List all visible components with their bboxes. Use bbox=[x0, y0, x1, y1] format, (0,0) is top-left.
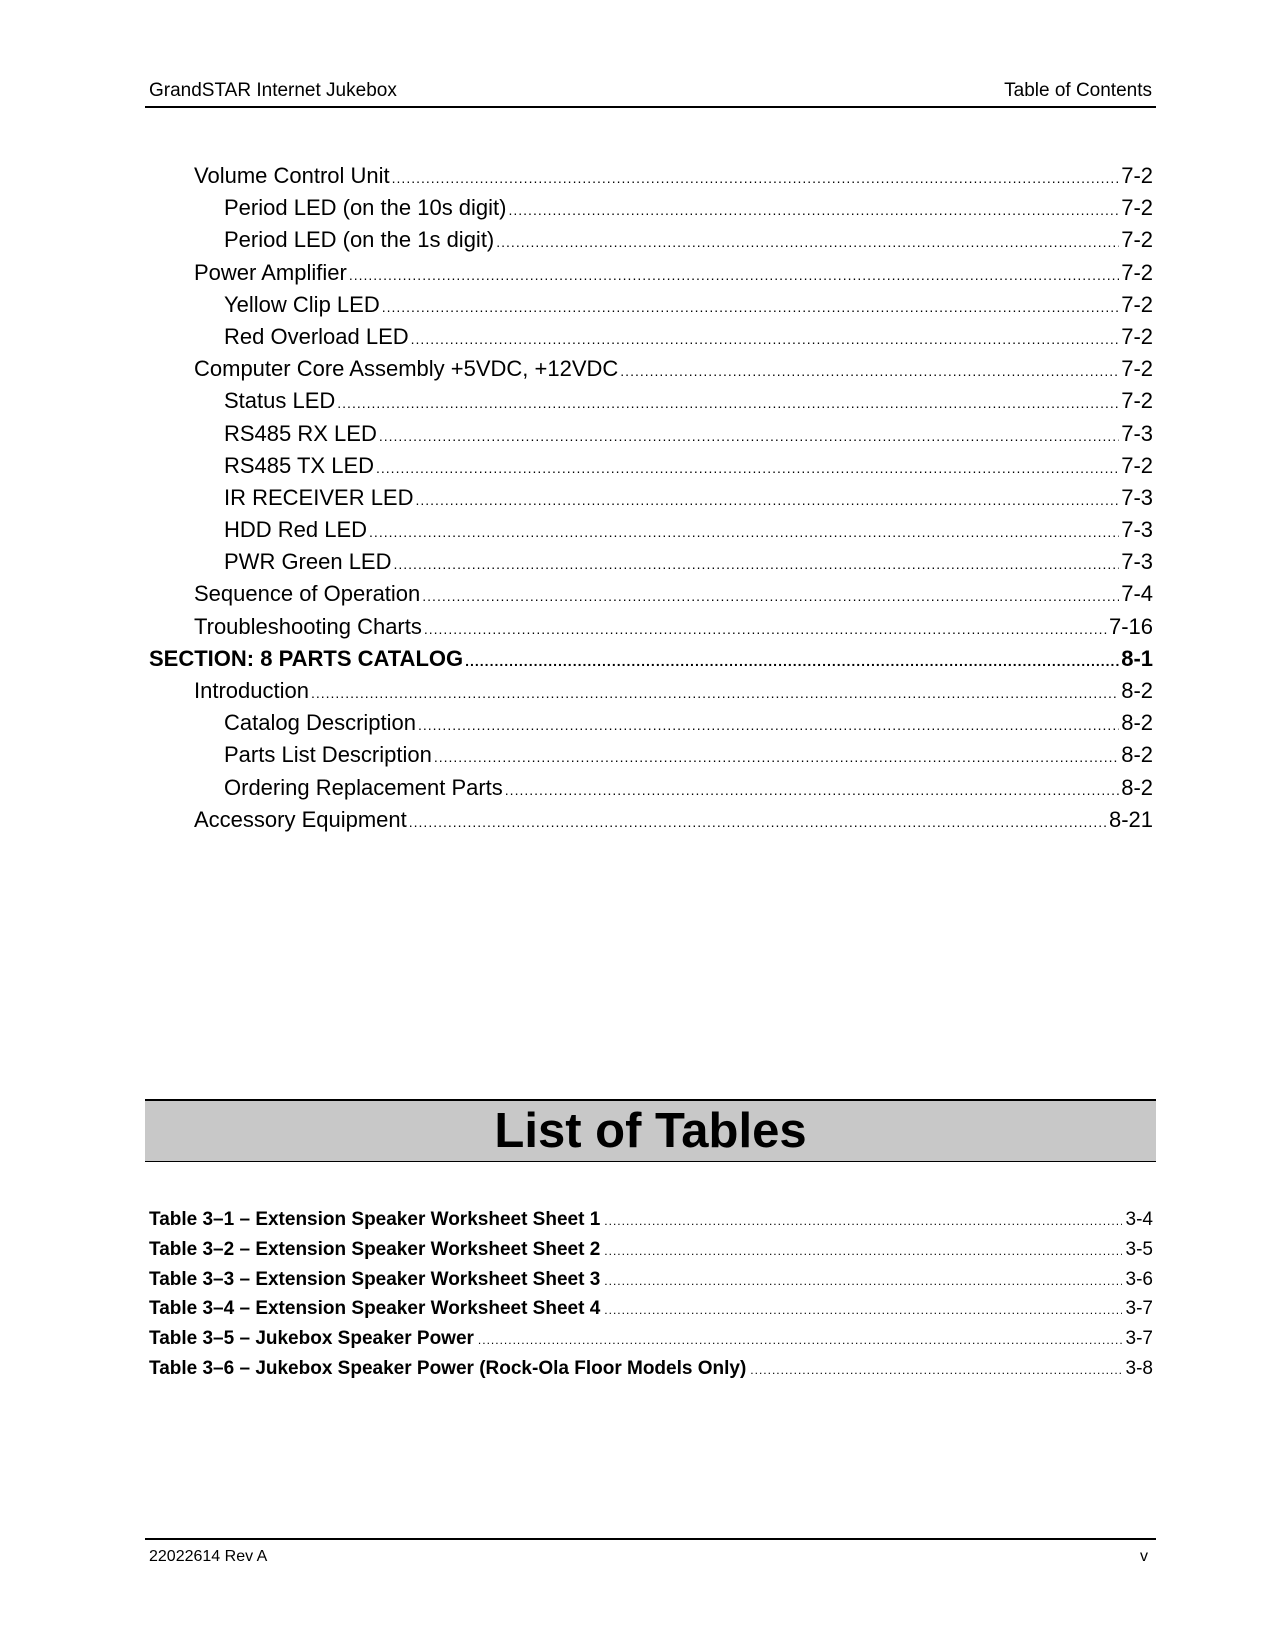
table-list-entry[interactable] bbox=[149, 1294, 1153, 1324]
toc-entry-title: RS485 TX LED bbox=[224, 452, 375, 478]
toc-entry-title: Power Amplifier bbox=[194, 259, 347, 285]
toc-entry-title: Computer Core Assembly +5VDC, +12VDC bbox=[194, 356, 619, 382]
dot-leader bbox=[394, 548, 1120, 580]
page-footer bbox=[145, 1538, 1156, 1570]
toc-entry[interactable] bbox=[149, 546, 1153, 578]
toc-entry-page: 7-3 bbox=[1121, 484, 1153, 510]
toc-entry[interactable] bbox=[149, 482, 1153, 514]
toc-entry-page: 7-3 bbox=[1121, 549, 1153, 575]
table-list-entry-page: 3-6 bbox=[1125, 1268, 1153, 1290]
dot-leader bbox=[434, 741, 1119, 773]
dot-leader bbox=[509, 194, 1120, 226]
dot-leader bbox=[424, 613, 1107, 645]
toc-entry-page: 8-21 bbox=[1108, 806, 1153, 832]
table-list-entry-title: Table 3–1 – Extension Speaker Worksheet Sheet 1 bbox=[149, 1209, 601, 1230]
toc-entry-page: 7-3 bbox=[1121, 517, 1153, 543]
toc-entry[interactable] bbox=[149, 385, 1153, 417]
table-list-entry-title: Table 3–4 – Extension Speaker Worksheet Sheet 4 bbox=[149, 1298, 601, 1320]
table-list-entry[interactable] bbox=[149, 1354, 1153, 1384]
dot-leader bbox=[604, 1267, 1121, 1296]
dot-leader bbox=[465, 645, 1119, 677]
toc-entry-page: 7-2 bbox=[1121, 356, 1153, 382]
dot-leader bbox=[604, 1296, 1121, 1325]
toc-entry-page: 8-2 bbox=[1121, 742, 1153, 768]
toc-entry[interactable] bbox=[149, 514, 1153, 546]
toc-entry-title: Status LED bbox=[224, 388, 336, 414]
toc-entry-title: PWR Green LED bbox=[224, 549, 392, 575]
dot-leader bbox=[379, 420, 1119, 452]
toc-entry-page: 7-2 bbox=[1121, 291, 1153, 317]
toc-entry[interactable] bbox=[149, 224, 1153, 256]
toc-entry[interactable] bbox=[149, 418, 1153, 450]
dot-leader bbox=[496, 226, 1119, 258]
toc-entry-title: Period LED (on the 10s digit) bbox=[224, 195, 507, 221]
toc-entry-title: HDD Red LED bbox=[224, 517, 368, 543]
toc-entry-page: 7-3 bbox=[1121, 420, 1153, 446]
toc-entry-page: 7-2 bbox=[1121, 323, 1153, 349]
toc-entry[interactable] bbox=[149, 707, 1153, 739]
toc-entry-title: Introduction bbox=[194, 678, 309, 703]
table-list-entry-page: 3-7 bbox=[1125, 1328, 1153, 1350]
dot-leader bbox=[349, 259, 1119, 291]
toc-entry-title: Period LED (on the 1s digit) bbox=[224, 227, 495, 253]
table-list-entry-page: 3-4 bbox=[1125, 1209, 1153, 1230]
table-list-entry-title: Table 3–5 – Jukebox Speaker Power bbox=[149, 1328, 474, 1350]
dot-leader bbox=[411, 323, 1120, 355]
dot-leader bbox=[337, 387, 1119, 419]
toc-entry-title: Sequence of Operation bbox=[194, 581, 421, 607]
table-list-entry-page: 3-8 bbox=[1125, 1357, 1153, 1379]
list-of-tables-heading: List of Tables bbox=[494, 1104, 807, 1158]
table-list-entry[interactable] bbox=[149, 1235, 1153, 1265]
table-list-entry-page: 3-7 bbox=[1125, 1298, 1153, 1320]
page-header bbox=[145, 80, 1156, 108]
table-list-entry[interactable] bbox=[149, 1265, 1153, 1295]
toc-entry[interactable] bbox=[149, 257, 1153, 289]
dot-leader bbox=[382, 291, 1119, 323]
toc-entry-title: Accessory Equipment bbox=[194, 806, 407, 832]
toc-entry[interactable] bbox=[149, 450, 1153, 482]
toc-entry[interactable] bbox=[149, 289, 1153, 321]
header-doc-title: GrandSTAR Internet Jukebox bbox=[149, 80, 397, 101]
toc-entry-title: SECTION: 8 PARTS CATALOG bbox=[149, 645, 464, 671]
toc-entry[interactable] bbox=[149, 772, 1153, 804]
table-list-entry[interactable] bbox=[149, 1205, 1153, 1235]
toc-entry[interactable] bbox=[149, 804, 1153, 836]
toc-entry-page: 7-2 bbox=[1121, 259, 1153, 285]
toc-entry-page: 7-2 bbox=[1121, 195, 1153, 221]
toc-entry-page: 7-2 bbox=[1121, 452, 1153, 478]
toc-entry-title: Red Overload LED bbox=[224, 323, 409, 349]
header-section-title: Table of Contents bbox=[1004, 80, 1152, 101]
dot-leader bbox=[750, 1356, 1121, 1385]
toc-entry-title: Parts List Description bbox=[224, 742, 432, 768]
toc-entry-title: RS485 RX LED bbox=[224, 420, 377, 446]
toc-entry[interactable] bbox=[149, 192, 1153, 224]
table-list-entry[interactable] bbox=[149, 1324, 1153, 1354]
dot-leader bbox=[620, 355, 1119, 387]
footer-doc-number: 22022614 Rev A bbox=[149, 1548, 268, 1565]
dot-leader bbox=[416, 484, 1120, 516]
list-of-tables bbox=[149, 1205, 1153, 1384]
dot-leader bbox=[311, 677, 1119, 709]
toc-entry-page: 7-2 bbox=[1121, 388, 1153, 414]
toc-entry[interactable] bbox=[149, 353, 1153, 385]
toc-entry-page: 7-2 bbox=[1121, 163, 1153, 188]
toc-entry[interactable] bbox=[149, 643, 1153, 675]
table-of-contents bbox=[149, 160, 1153, 836]
table-list-entry-page: 3-5 bbox=[1125, 1238, 1153, 1260]
dot-leader bbox=[604, 1207, 1121, 1236]
dot-leader bbox=[369, 516, 1119, 548]
toc-entry-page: 7-4 bbox=[1121, 581, 1153, 607]
toc-entry[interactable] bbox=[149, 675, 1153, 707]
toc-entry[interactable] bbox=[149, 611, 1153, 643]
table-list-entry-title: Table 3–2 – Extension Speaker Worksheet Sheet 2 bbox=[149, 1238, 601, 1260]
dot-leader bbox=[376, 452, 1119, 484]
dot-leader bbox=[505, 774, 1119, 806]
dot-leader bbox=[418, 709, 1119, 741]
dot-leader bbox=[409, 806, 1107, 838]
toc-entry-page: 8-2 bbox=[1121, 710, 1153, 736]
dot-leader bbox=[422, 580, 1119, 612]
list-of-tables-banner bbox=[145, 1099, 1156, 1162]
dot-leader bbox=[392, 162, 1120, 194]
toc-entry-page: 8-2 bbox=[1121, 678, 1153, 703]
toc-entry[interactable] bbox=[149, 739, 1153, 771]
toc-entry-page: 7-2 bbox=[1121, 227, 1153, 253]
footer-page-number: v bbox=[1140, 1548, 1148, 1565]
table-list-entry-title: Table 3–6 – Jukebox Speaker Power (Rock-Ola Floor Models Only) bbox=[149, 1357, 747, 1379]
toc-entry[interactable] bbox=[149, 321, 1153, 353]
toc-entry[interactable] bbox=[149, 160, 1153, 192]
toc-entry-title: IR RECEIVER LED bbox=[224, 484, 414, 510]
dot-leader bbox=[604, 1237, 1121, 1266]
toc-entry-page: 8-1 bbox=[1121, 645, 1153, 671]
toc-entry-title: Ordering Replacement Parts bbox=[224, 774, 503, 800]
toc-entry[interactable] bbox=[149, 578, 1153, 610]
toc-entry-title: Volume Control Unit bbox=[194, 163, 390, 188]
toc-entry-title: Troubleshooting Charts bbox=[194, 613, 422, 639]
table-list-entry-title: Table 3–3 – Extension Speaker Worksheet Sheet 3 bbox=[149, 1268, 601, 1290]
dot-leader bbox=[478, 1326, 1122, 1355]
toc-entry-title: Yellow Clip LED bbox=[224, 291, 380, 317]
toc-entry-title: Catalog Description bbox=[224, 710, 416, 736]
toc-entry-page: 8-2 bbox=[1121, 774, 1153, 800]
toc-entry-page: 7-16 bbox=[1108, 613, 1153, 639]
